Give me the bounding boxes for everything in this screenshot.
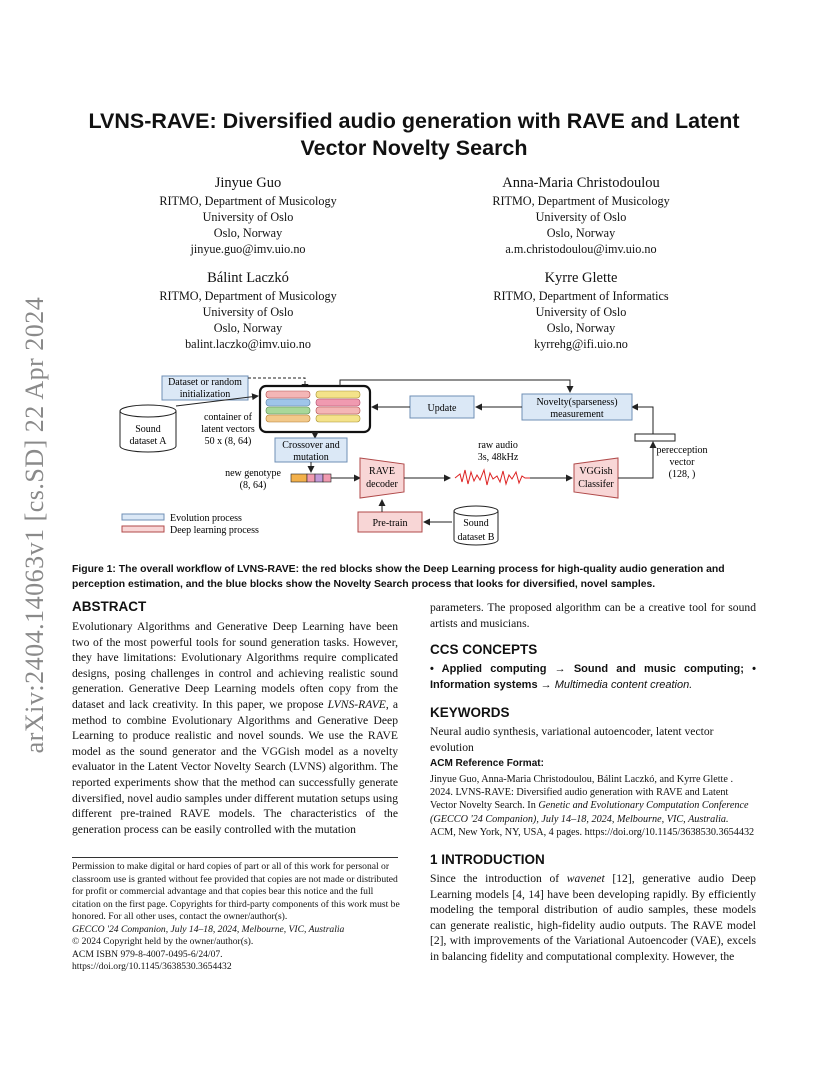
abstract-part: Evolutionary Algorithms and Generative Deep Learning have been two of the most powerful tools for sound generation tasks. However, they have limitations: Evolutionary Algorithms require complicated designs, posing challenges in control and achieving realistic sound generation. Generative Deep Learning models often copy from the dataset and lack creativity. In this paper, we propose xyxy=(72,620,398,711)
raw-audio-label: raw audio xyxy=(478,440,518,451)
footnote xyxy=(72,861,402,974)
paper-title: LVNS-RAVE: Diversified audio generation with RAVE and Latent Vector Novelty Search xyxy=(88,109,740,160)
author-block xyxy=(431,269,731,352)
novelty-label: measurement xyxy=(550,409,604,420)
dataset-init-label: initialization xyxy=(179,389,231,400)
legend-evolution-swatch xyxy=(122,514,164,520)
legend-evolution-label: Evolution process xyxy=(170,513,242,524)
perception-arrow xyxy=(632,407,653,434)
legend-deep-swatch xyxy=(122,526,164,532)
author-university: University of Oslo xyxy=(202,210,294,224)
vggish-out-arrow xyxy=(618,442,653,478)
genotype-label: (8, 64) xyxy=(239,480,267,491)
acm-ref-part: Jinyue Guo, Anna-Maria Christodoulou, Bálint Laczkó, and Kyrre Glette . 2024. LVNS-RAVE: Diversified audio generation with RAVE and Latent Vector Novelty Search. In xyxy=(430,774,734,812)
rave-decoder-label: decoder xyxy=(366,479,398,490)
perception-label: perecception xyxy=(656,445,708,456)
author-name: Kyrre Glette xyxy=(544,270,618,286)
rave-decoder-shape xyxy=(360,458,404,498)
author-university: University of Oslo xyxy=(535,210,627,224)
author-name: Jinyue Guo xyxy=(214,175,282,191)
crossover-label: Crossover and xyxy=(282,440,340,451)
author-name: Anna-Maria Christodoulou xyxy=(502,175,660,191)
intro-part: [12], generative audio Deep Learning models [4, 14] have been developing rapidly. By efficiently modeling the temporal distribution of audio samples, these models can generate realistic, high-fidelity audio outputs. The RAVE model [2], with improvements of the Variational Autoencoder (VAE), excels in balancing fidelity and computational complexity. However, the xyxy=(430,872,756,963)
acm-ref-part: ACM, New York, NY, USA, 4 pages. https://doi.org/10.1145/3638530.3654432 xyxy=(430,826,755,838)
author-university: University of Oslo xyxy=(202,305,294,319)
container-label: 50 x (8, 64) xyxy=(204,436,252,447)
intro-emphasis: wavenet xyxy=(566,872,605,885)
sound-dataset-b-label: dataset B xyxy=(457,532,495,543)
copyright-line: © 2024 Copyright held by the owner/author(s). xyxy=(72,936,254,947)
update-label: Update xyxy=(427,403,457,414)
genotype-label: new genotype xyxy=(225,468,281,479)
permission-notice: Permission to make digital or hard copies of part or all of this work for personal or classroom use is granted without fee provided that copies are not made or distributed for profit or commercial advantage and that copies bear this notice and the full citation on the first page. Copyrights for third-party components of this work must be honored. For all other uses, contact the owner/author(s). xyxy=(72,861,400,922)
perception-label: vector xyxy=(669,457,695,468)
author-email[interactable]: kyrrehg@ifi.uio.no xyxy=(534,337,628,351)
sound-dataset-a-label: Sound xyxy=(135,424,161,435)
abstract-emphasis: LVNS-RAVE xyxy=(327,697,386,711)
abstract-text xyxy=(72,619,398,837)
author-affiliation: RITMO, Department of Musicology xyxy=(159,194,337,208)
vggish-label: Classifer xyxy=(578,479,614,490)
footnote-rule xyxy=(72,857,398,858)
author-email[interactable]: a.m.christodoulou@imv.uio.no xyxy=(505,242,657,256)
intro-heading: 1 INTRODUCTION xyxy=(430,852,545,867)
genotype-bar xyxy=(291,474,331,482)
author-city: Oslo, Norway xyxy=(213,226,283,240)
container-label: latent vectors xyxy=(201,424,255,435)
container-to-novelty-arrow xyxy=(340,380,570,392)
keywords-heading: KEYWORDS xyxy=(430,705,510,720)
intro-text xyxy=(430,871,756,965)
sound-dataset-a-label: dataset A xyxy=(129,436,167,447)
author-affiliation: RITMO, Department of Musicology xyxy=(492,194,670,208)
ccs-concepts: • Applied computing → Sound and music computing; • Information systems → xyxy=(430,663,756,691)
legend-deep-label: Deep learning process xyxy=(170,525,259,536)
workflow-figure xyxy=(110,366,720,552)
author-affiliation: RITMO, Department of Informatics xyxy=(493,289,669,303)
acm-ref-venue: Genetic and Evolutionary Computation Conference (GECCO '24 Companion), July 14–18, 2024, Melbourne, VIC, Australia. xyxy=(430,800,749,825)
ccs-text xyxy=(430,662,756,693)
vggish-label: VGGish xyxy=(579,466,613,477)
isbn-line: ACM ISBN 979-8-4007-0495-6/24/07. xyxy=(72,948,223,960)
rave-decoder-label: RAVE xyxy=(369,466,395,477)
venue-line: GECCO '24 Companion, July 14–18, 2024, Melbourne, VIC, Australia xyxy=(72,923,345,935)
author-block xyxy=(98,174,398,257)
ccs-concept-italic: Multimedia content creation. xyxy=(554,678,693,691)
author-name: Bálint Laczkó xyxy=(207,270,289,286)
ccs-heading: CCS CONCEPTS xyxy=(430,642,538,657)
pretrain-label: Pre-train xyxy=(372,518,408,529)
crossover-label: mutation xyxy=(293,452,329,463)
container-label: container of xyxy=(203,412,253,423)
doi-link[interactable]: https://doi.org/10.1145/3638530.3654432 xyxy=(72,961,232,972)
author-block xyxy=(431,174,731,257)
author-affiliation: RITMO, Department of Musicology xyxy=(159,289,337,303)
sound-dataset-b-label: Sound xyxy=(463,518,489,529)
author-email[interactable]: balint.laczko@imv.uio.no xyxy=(185,337,311,351)
acm-ref-heading: ACM Reference Format: xyxy=(430,758,544,769)
arxiv-stamp: arXiv:2404.14063v1 [cs.SD] 22 Apr 2024 xyxy=(20,296,49,754)
author-city: Oslo, Norway xyxy=(213,321,283,335)
perception-label: (128, ) xyxy=(668,469,696,480)
abstract-part: , a method to combine Evolutionary Algorithms and Generative Deep Learning to produce realistic and novel sounds. We use the RAVE model as the sound generator and the VGGish model as a novelty evaluator in the Latent Vector Novelty Search (LVNS) algorithm. The reported experiments show that the method can successfully generate diversified, novel audio samples under different mutation setups using different pre-trained RAVE models. The characteristics of the generation process can be easily controlled with the mutation xyxy=(72,697,398,836)
perception-vector-bar xyxy=(635,434,675,441)
abstract-continued: parameters. The proposed algorithm can be a creative tool for sound artists and musicians. xyxy=(430,601,756,630)
intro-part: Since the introduction of xyxy=(430,872,567,885)
author-city: Oslo, Norway xyxy=(546,226,616,240)
author-email[interactable]: jinyue.guo@imv.uio.no xyxy=(190,242,306,256)
audio-waveform xyxy=(455,470,530,485)
dataset-init-label: Dataset or random xyxy=(168,377,242,388)
author-block xyxy=(98,269,398,352)
figure-caption: Figure 1: The overall workflow of LVNS-RAVE: the red blocks show the Deep Learning process for high-quality audio generation and perception estimation, and the blue blocks show the Novelty Search process that looks for diversified, novel samples. xyxy=(72,564,725,590)
keywords-text: Neural audio synthesis, variational autoencoder, latent vector evolution xyxy=(430,725,714,754)
author-university: University of Oslo xyxy=(535,305,627,319)
novelty-label: Novelty(sparseness) xyxy=(536,397,618,408)
raw-audio-label: 3s, 48kHz xyxy=(477,452,519,463)
acm-ref-text xyxy=(430,773,756,839)
vggish-shape xyxy=(574,458,618,498)
author-city: Oslo, Norway xyxy=(546,321,616,335)
abstract-heading: ABSTRACT xyxy=(72,599,147,614)
